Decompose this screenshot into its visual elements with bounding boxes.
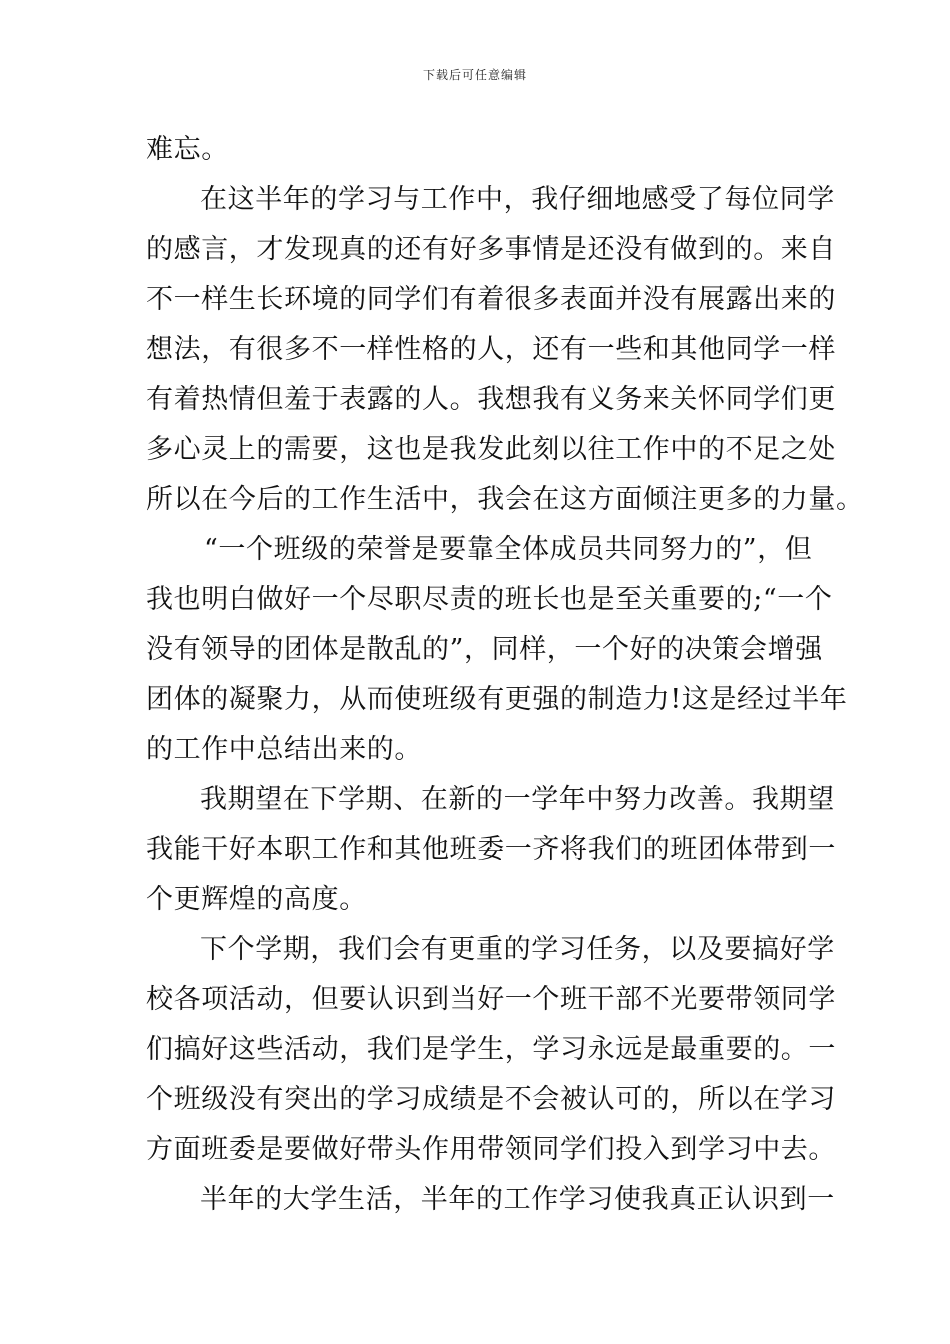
text-line: 多心灵上的需要，这也是我发此刻以往工作中的不足之处	[146, 434, 836, 465]
text-line: 个更辉煌的高度。	[146, 884, 367, 915]
paragraph-start-line: 我期望在下学期、在新的一学年中努力改善。我期望	[200, 784, 835, 815]
text-line: 方面班委是要做好带头作用带领同学们投入到学习中去。	[146, 1134, 836, 1165]
text-line: 难忘。	[146, 134, 229, 165]
text-line: 有着热情但羞于表露的人。我想我有义务来关怀同学们更	[146, 384, 836, 415]
paragraph-start-line: “一个班级的荣誉是要靠全体成员共同努力的”，但	[204, 534, 813, 565]
header-note: 下载后可任意编辑	[422, 68, 527, 82]
text-line: 的感言，才发现真的还有好多事情是还没有做到的。来自	[146, 234, 836, 265]
text-line: 团体的凝聚力，从而使班级有更强的制造力!这是经过半年	[146, 684, 848, 715]
text-line: 校各项活动，但要认识到当好一个班干部不光要带领同学	[146, 984, 836, 1015]
text-line: 所以在今后的工作生活中，我会在这方面倾注更多的力量。	[146, 484, 864, 515]
text-line: 我能干好本职工作和其他班委一齐将我们的班团体带到一	[146, 834, 836, 865]
text-line: 想法，有很多不一样性格的人，还有一些和其他同学一样	[146, 334, 836, 365]
paragraph-start-line: 半年的大学生活，半年的工作学习使我真正认识到一	[200, 1184, 835, 1215]
text-line: 个班级没有突出的学习成绩是不会被认可的，所以在学习	[146, 1084, 836, 1115]
text-line: 我也明白做好一个尽职尽责的班长也是至关重要的;“一个	[146, 584, 833, 615]
text-line: 没有领导的团体是散乱的”，同样，一个好的决策会增强	[146, 634, 823, 665]
paragraph-start-line: 下个学期，我们会有更重的学习任务，以及要搞好学	[200, 934, 835, 965]
text-line: 不一样生长环境的同学们有着很多表面并没有展露出来的	[146, 284, 836, 315]
text-line: 们搞好这些活动，我们是学生，学习永远是最重要的。一	[146, 1034, 836, 1065]
document-body	[146, 125, 864, 1225]
text-line: 的工作中总结出来的。	[146, 734, 422, 765]
paragraph-start-line: 在这半年的学习与工作中，我仔细地感受了每位同学	[200, 184, 835, 215]
